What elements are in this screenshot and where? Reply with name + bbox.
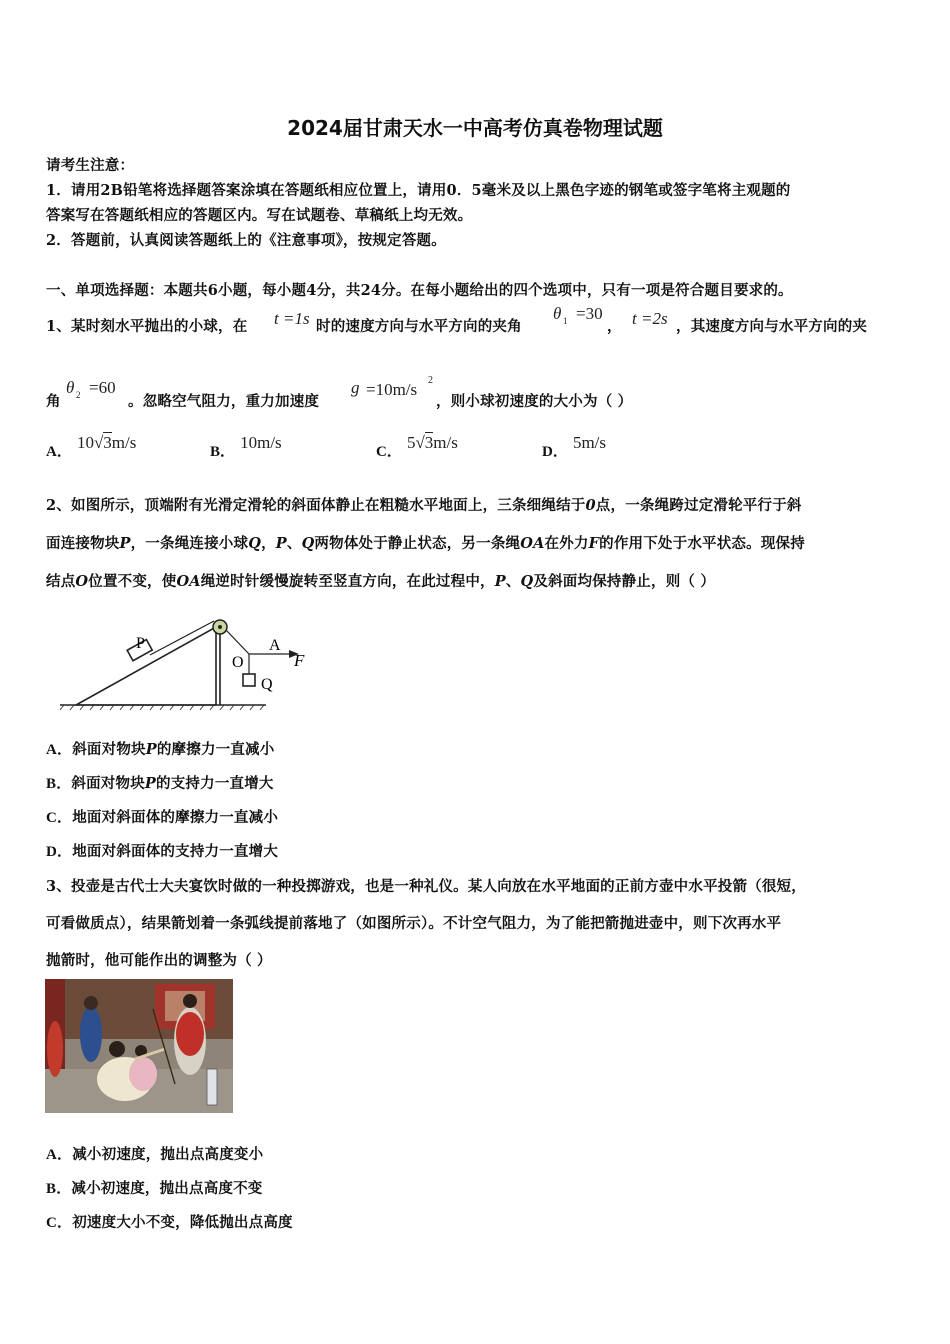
q3-option-a[interactable] xyxy=(46,1143,263,1164)
q2-text: 2、如图所示，顶端附有光滑定滑轮的斜面体静止在粗糙水平地面上，三条细绳结于 xyxy=(46,497,586,514)
label-q: Q xyxy=(261,676,273,693)
q1-theta2: θ xyxy=(66,378,75,397)
q1-theta2-sub: 2 xyxy=(76,390,81,400)
option-label: B． xyxy=(210,444,236,460)
sqrt-icon: √ xyxy=(415,433,425,452)
q1-option-c[interactable] xyxy=(376,433,458,461)
q1-theta1-val: =30 xyxy=(576,304,603,323)
q3-option-c[interactable] xyxy=(46,1211,293,1232)
q2-var-p: P xyxy=(275,535,287,552)
option-radicand: 3 xyxy=(424,433,434,452)
option-value: 10 xyxy=(76,433,94,452)
option-text: 初速度大小不变，降低抛出点高度 xyxy=(72,1214,293,1231)
q3-line-2: 可看做质点），结果箭划着一条弧线提前落地了（如图所示）。不计空气阻力，为了能把箭抛进壶中，则下次再水平 xyxy=(46,915,782,932)
q2-text: 面连接物块 xyxy=(46,535,120,552)
option-text: 的摩擦力一直减小 xyxy=(156,741,275,758)
option-label: C． xyxy=(46,1215,73,1231)
option-radicand: 3 xyxy=(103,433,112,452)
q2-var-q: Q xyxy=(520,573,534,590)
q2-text: 结点 xyxy=(46,573,76,590)
option-value: 10m/s xyxy=(240,433,282,452)
q1-theta1-sub: 1 xyxy=(563,316,568,326)
q2-text: ，一条绳连接小球 xyxy=(130,535,249,552)
q1-t2: t =2s xyxy=(632,309,668,328)
option-label: A． xyxy=(46,1147,73,1163)
q1-g-exp: 2 xyxy=(428,375,433,386)
q1-theta2-val: =60 xyxy=(89,378,116,397)
ball-q xyxy=(243,674,255,686)
option-text: 减小初速度，抛出点高度变小 xyxy=(72,1146,264,1163)
q1-g: g xyxy=(351,378,360,397)
figure-blue xyxy=(80,1006,102,1062)
q2-option-d[interactable] xyxy=(46,840,278,861)
q2-text: 两物体处于静止状态，另一条绳 xyxy=(314,535,521,552)
q2-text: ， xyxy=(261,535,276,552)
page-title: 2024届甘肃天水一中高考仿真卷物理试题 xyxy=(287,116,663,140)
q3-photo xyxy=(45,979,233,1113)
label-p: P xyxy=(136,635,145,652)
q1-t1: t =1s xyxy=(274,309,310,328)
q2-option-a[interactable] xyxy=(46,738,274,759)
q2-var-f: F xyxy=(588,535,600,552)
sqrt-icon: √ xyxy=(93,433,104,452)
q2-line-2 xyxy=(46,532,805,553)
q2-text: 、 xyxy=(286,535,302,552)
q2-line-3 xyxy=(46,570,715,591)
rope-to-p xyxy=(150,621,214,655)
option-text: 的支持力一直增大 xyxy=(156,775,274,792)
q2-option-b[interactable] xyxy=(46,772,274,793)
q1-text-6: ，则小球初速度的大小为（ ） xyxy=(436,393,633,410)
option-label: C． xyxy=(376,444,402,460)
q2-text: 绳逆时针缓慢旋转至竖直方向，在此过程中， xyxy=(200,573,495,590)
label-o: O xyxy=(232,654,244,671)
q2-text: 、 xyxy=(505,573,521,590)
q2-var-o: O xyxy=(75,573,89,590)
option-label: D． xyxy=(46,844,73,860)
q1-text-2: 时的速度方向与水平方向的夹角 xyxy=(316,318,522,335)
q2-var-oa: OA xyxy=(520,535,545,552)
q2-line-1 xyxy=(46,494,802,515)
section-heading: 一、单项选择题：本题共6小题，每小题4分，共24分。在每小题给出的四个选项中，只有一项是符合题目要求的。 xyxy=(46,282,793,299)
q2-option-c[interactable] xyxy=(46,806,278,827)
q2-var-p: P xyxy=(494,573,506,590)
q1-option-d[interactable] xyxy=(542,433,606,461)
option-var: P xyxy=(145,741,157,758)
q2-var-q: Q xyxy=(301,535,315,552)
label-a: A xyxy=(269,637,281,654)
q1-text-3: ，其速度方向与水平方向的夹 xyxy=(676,318,868,335)
q1-option-a[interactable] xyxy=(46,433,137,461)
pot-icon xyxy=(207,1069,217,1105)
q1-text-4: 角 xyxy=(46,393,61,410)
q2-text: 点，一条绳跨过定滑轮平行于斜 xyxy=(595,497,802,514)
q3-line-3: 抛箭时，他可能作出的调整为（ ） xyxy=(46,952,272,969)
option-value: 5m/s xyxy=(572,433,606,452)
option-unit: m/s xyxy=(433,433,458,452)
q1-theta1: θ xyxy=(553,304,562,323)
rope-to-o xyxy=(226,630,249,654)
option-text: 减小初速度，抛出点高度不变 xyxy=(71,1180,263,1197)
q2-var-oa: OA xyxy=(176,573,201,590)
q1-option-b[interactable] xyxy=(210,433,282,461)
notice-heading: 请考生注意： xyxy=(46,157,135,174)
option-label: A． xyxy=(46,444,72,460)
option-label: B． xyxy=(46,776,72,792)
notice-line-3: 2．答题前，认真阅读答题纸上的《注意事项》，按规定答题。 xyxy=(46,232,446,249)
option-label: B． xyxy=(46,1181,72,1197)
q2-text: 位置不变，使 xyxy=(88,573,177,590)
q2-text: 的作用下处于水平状态。现保持 xyxy=(599,535,805,552)
option-unit: m/s xyxy=(111,433,137,452)
q2-diagram xyxy=(56,610,326,720)
q2-var-p: P xyxy=(119,535,131,552)
option-text: 地面对斜面体的摩擦力一直减小 xyxy=(72,809,279,826)
notice-line-1: 1．请用2B铅笔将选择题答案涂填在答题纸相应位置上，请用0．5毫米及以上黑色字迹的钢笔或签字笔将主观题的 xyxy=(46,182,791,199)
option-label: A． xyxy=(46,742,73,758)
q2-var-q: Q xyxy=(248,535,262,552)
option-text: 斜面对物块 xyxy=(71,775,145,792)
q1-text-5: 。忽略空气阻力，重力加速度 xyxy=(128,393,320,410)
q1-comma: ， xyxy=(607,318,622,335)
incline xyxy=(76,627,216,705)
q2-text: 及斜面均保持静止，则（ ） xyxy=(533,573,716,590)
label-f: F xyxy=(294,651,305,670)
q1-text-1: 1、某时刻水平抛出的小球，在 xyxy=(46,318,248,335)
notice-line-2: 答案写在答题纸相应的答题区内。写在试题卷、草稿纸上均无效。 xyxy=(46,207,473,224)
option-text: 地面对斜面体的支持力一直增大 xyxy=(72,843,279,860)
option-label: D． xyxy=(542,444,568,460)
option-label: C． xyxy=(46,810,73,826)
q1-g-val: =10m/s xyxy=(366,380,418,399)
option-var: P xyxy=(144,775,157,792)
q2-text: 在外力 xyxy=(544,535,589,552)
q3-line-1: 3、投壶是古代士大夫宴饮时做的一种投掷游戏，也是一种礼仪。某人向放在水平地面的正前方壶中水平投箭（很短， xyxy=(46,878,806,895)
option-text: 斜面对物块 xyxy=(72,741,146,758)
q2-var-o: 0 xyxy=(585,497,596,514)
q3-option-b[interactable] xyxy=(46,1177,263,1198)
option-value: 5 xyxy=(406,433,416,452)
